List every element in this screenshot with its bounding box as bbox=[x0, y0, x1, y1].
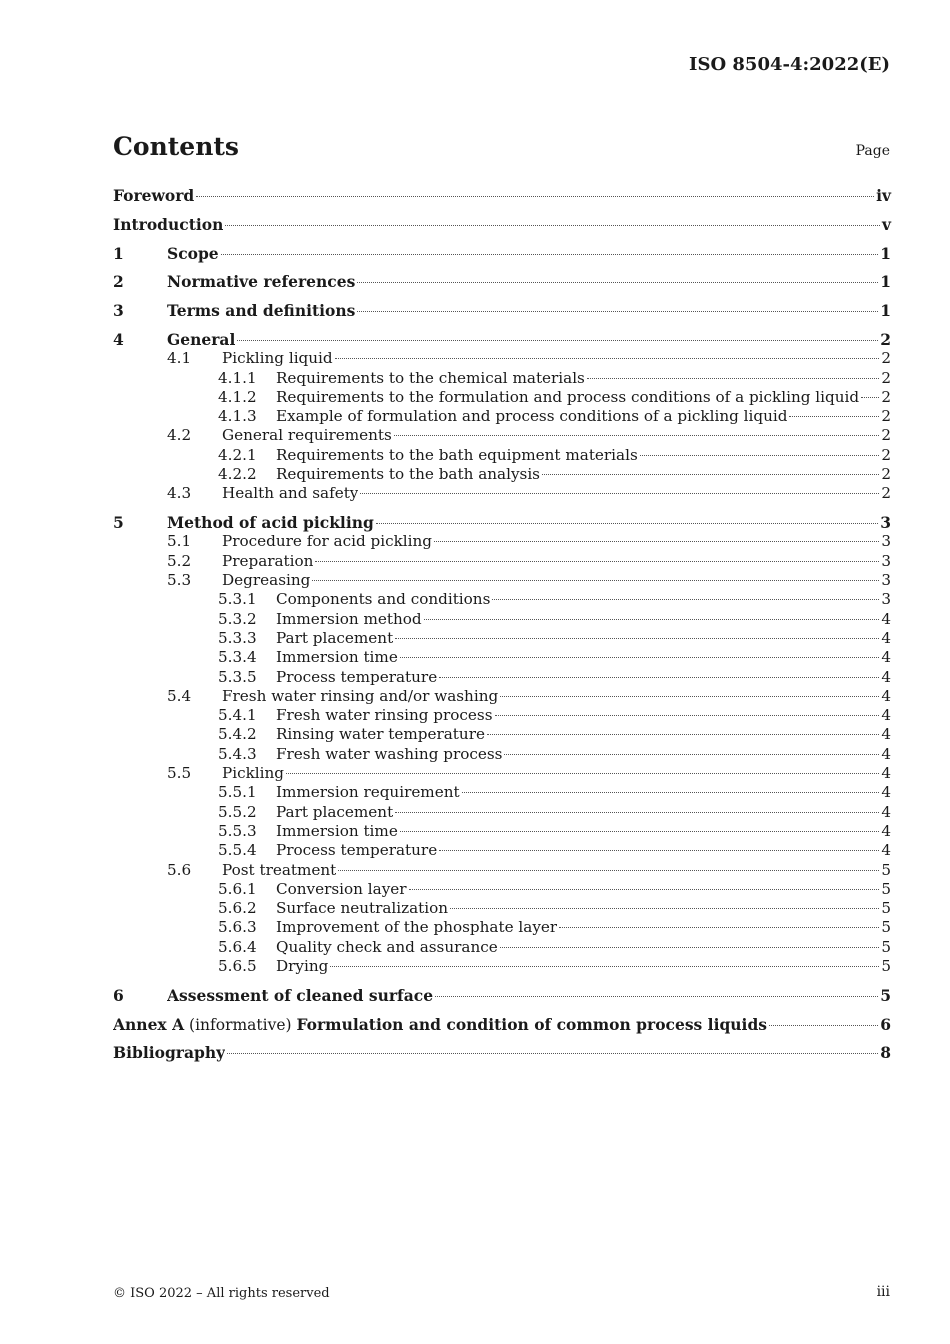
toc-entry-page: 5 bbox=[881, 899, 891, 918]
toc-entry-title-text: Post treatment bbox=[222, 860, 337, 879]
toc-entry[interactable] bbox=[113, 465, 891, 484]
dot-leader bbox=[861, 397, 879, 398]
toc-entry-title-text: Quality check and assurance bbox=[276, 937, 498, 956]
toc-entry-number: 5.3.3 bbox=[218, 628, 257, 647]
toc-entry-page: 1 bbox=[880, 301, 891, 321]
toc-entry[interactable] bbox=[113, 629, 891, 648]
toc-entry[interactable] bbox=[113, 571, 891, 590]
toc-entry[interactable] bbox=[113, 215, 891, 234]
toc-entry-number: 5.4.1 bbox=[218, 706, 257, 725]
toc-entry-number: 5.6 bbox=[167, 860, 192, 879]
toc-entry-page: 2 bbox=[881, 465, 891, 484]
toc-entry-title bbox=[222, 532, 432, 551]
dot-leader bbox=[434, 541, 879, 542]
toc-entry[interactable] bbox=[113, 1043, 891, 1062]
toc-entry-title-text: Assessment of cleaned surface bbox=[167, 985, 434, 1005]
toc-entry-title bbox=[276, 938, 498, 957]
toc-entry-number: 1 bbox=[113, 243, 124, 263]
toc-entry-number: 5.4.3 bbox=[218, 744, 257, 763]
dot-leader bbox=[424, 619, 880, 620]
toc-entry-page: 2 bbox=[880, 329, 891, 349]
toc-entry-page: 3 bbox=[881, 590, 891, 609]
dot-leader bbox=[640, 455, 880, 456]
dot-leader bbox=[227, 1053, 878, 1054]
dot-leader bbox=[357, 282, 878, 283]
toc-entry[interactable] bbox=[113, 938, 891, 957]
dot-leader bbox=[769, 1025, 878, 1026]
page-column-label: Page bbox=[855, 143, 890, 159]
dot-leader bbox=[500, 947, 880, 948]
toc-entry-annex-title: Formulation and condition of common process liquids bbox=[296, 1014, 768, 1034]
toc-entry-title bbox=[276, 725, 485, 744]
toc-entry-page: 5 bbox=[881, 860, 891, 879]
toc-entry-title bbox=[222, 552, 313, 571]
toc-entry-number: 5.4 bbox=[167, 686, 192, 705]
toc-entry-page: 4 bbox=[881, 648, 891, 667]
toc-entry-title-text: Part placement bbox=[276, 628, 394, 647]
toc-entry-number: 5.5.1 bbox=[218, 783, 257, 802]
toc-entry-title bbox=[276, 629, 393, 648]
toc-entry-title-text: Preparation bbox=[222, 551, 314, 570]
toc-entry-page: 2 bbox=[881, 445, 891, 464]
toc-entry-number: 5.6.4 bbox=[218, 937, 257, 956]
toc-entry-page: 3 bbox=[880, 513, 891, 533]
dot-leader bbox=[225, 225, 880, 226]
toc-entry-title-text: Requirements to the bath equipment materials bbox=[276, 445, 638, 464]
toc-entry[interactable] bbox=[113, 745, 891, 764]
toc-entry-number: 5.3.5 bbox=[218, 667, 257, 686]
dot-leader bbox=[450, 908, 879, 909]
contents-title: Contents bbox=[113, 132, 240, 161]
toc-entry-title bbox=[276, 446, 638, 465]
toc-entry[interactable] bbox=[113, 957, 891, 976]
toc-entry-title bbox=[113, 215, 223, 234]
toc-entry-number: 6 bbox=[113, 985, 124, 1005]
toc-entry-number: 5.3.2 bbox=[218, 609, 257, 628]
toc-entry[interactable] bbox=[113, 186, 891, 205]
toc-entry-title-text: Immersion time bbox=[276, 821, 398, 840]
toc-entry[interactable] bbox=[113, 484, 891, 503]
toc-entry[interactable] bbox=[113, 725, 891, 744]
toc-entry-number: 5.5 bbox=[167, 764, 192, 783]
dot-leader bbox=[789, 416, 879, 417]
dot-leader bbox=[492, 599, 879, 600]
toc-entry[interactable] bbox=[113, 272, 891, 291]
dot-leader bbox=[495, 715, 880, 716]
toc-entry-page: 4 bbox=[881, 706, 891, 725]
toc-entry-page: iv bbox=[876, 186, 891, 205]
toc-entry-title bbox=[222, 687, 498, 706]
document-id: ISO 8504-4:2022(E) bbox=[689, 54, 890, 75]
toc-entry-number: 5.4.2 bbox=[218, 725, 257, 744]
toc-entry[interactable] bbox=[113, 330, 891, 349]
table-of-contents bbox=[113, 186, 891, 1063]
toc-entry-title-text: Immersion method bbox=[276, 609, 422, 628]
dot-leader bbox=[357, 311, 878, 312]
toc-entry-title bbox=[276, 706, 493, 725]
toc-entry[interactable] bbox=[113, 803, 891, 822]
toc-entry-page: 5 bbox=[880, 985, 891, 1005]
dot-leader bbox=[395, 638, 879, 639]
toc-entry-title-text: Components and conditions bbox=[276, 590, 491, 609]
toc-entry-page: 4 bbox=[881, 783, 891, 802]
toc-entry-title-text: Rinsing water temperature bbox=[276, 725, 485, 744]
toc-entry[interactable] bbox=[113, 426, 891, 445]
toc-entry-page: 4 bbox=[881, 744, 891, 763]
dot-leader bbox=[439, 850, 879, 851]
toc-entry-title-text: Pickling bbox=[222, 764, 285, 783]
toc-entry-number: 5.6.2 bbox=[218, 899, 257, 918]
toc-entry-number: 5.6.3 bbox=[218, 918, 257, 937]
toc-entry-title-text: Annex A bbox=[113, 1014, 185, 1034]
toc-entry-number: 5.5.2 bbox=[218, 802, 257, 821]
toc-entry-title-text: Bibliography bbox=[113, 1043, 226, 1063]
dot-leader bbox=[338, 870, 879, 871]
toc-entry-title bbox=[276, 745, 502, 764]
toc-entry-number: 4.3 bbox=[167, 484, 192, 503]
toc-entry[interactable] bbox=[113, 590, 891, 609]
toc-entry-title-text: Part placement bbox=[276, 802, 394, 821]
toc-entry-page: 2 bbox=[881, 349, 891, 368]
toc-entry-title-text: Conversion layer bbox=[276, 879, 407, 898]
toc-entry-title bbox=[276, 841, 437, 860]
toc-entry-number: 4 bbox=[113, 329, 124, 349]
toc-entry-page: v bbox=[881, 214, 891, 234]
toc-entry-title-text: Introduction bbox=[113, 214, 224, 234]
dot-leader bbox=[237, 340, 878, 341]
toc-entry-title bbox=[276, 783, 460, 802]
toc-entry-title-text: Process temperature bbox=[276, 667, 438, 686]
toc-entry-title bbox=[167, 986, 433, 1005]
toc-entry[interactable] bbox=[113, 552, 891, 571]
toc-entry-page: 3 bbox=[881, 551, 891, 570]
dot-leader bbox=[395, 812, 879, 813]
toc-entry-number: 2 bbox=[113, 272, 124, 292]
toc-entry-number: 4.2.1 bbox=[218, 445, 257, 464]
toc-entry-page: 4 bbox=[881, 628, 891, 647]
toc-entry-number: 3 bbox=[113, 301, 124, 321]
toc-entry-title bbox=[222, 571, 310, 590]
toc-entry[interactable] bbox=[113, 369, 891, 388]
toc-entry-title-text: Foreword bbox=[113, 186, 195, 205]
toc-entry-number: 5.6.1 bbox=[218, 879, 257, 898]
toc-entry-number: 5.1 bbox=[167, 532, 192, 551]
toc-entry-page: 5 bbox=[881, 879, 891, 898]
toc-entry-number: 5.3 bbox=[167, 571, 192, 590]
toc-entry-title bbox=[167, 244, 219, 263]
toc-entry-title-text: Fresh water washing process bbox=[276, 744, 503, 763]
footer-copyright: © ISO 2022 – All rights reserved bbox=[113, 1286, 330, 1301]
toc-entry-title bbox=[167, 330, 235, 349]
toc-entry-page: 4 bbox=[881, 821, 891, 840]
toc-entry-title bbox=[276, 957, 328, 976]
toc-entry-title-text: Surface neutralization bbox=[276, 899, 449, 918]
toc-entry-number: 5.5.3 bbox=[218, 821, 257, 840]
toc-entry-number: 5.3.1 bbox=[218, 590, 257, 609]
toc-entry-number: 5.5.4 bbox=[218, 841, 257, 860]
toc-entry-number: 5.2 bbox=[167, 551, 192, 570]
toc-entry[interactable] bbox=[113, 446, 891, 465]
toc-entry-title bbox=[113, 1043, 225, 1062]
toc-entry-page: 5 bbox=[881, 918, 891, 937]
dot-leader bbox=[400, 657, 880, 658]
dot-leader bbox=[542, 474, 879, 475]
toc-entry-page: 4 bbox=[881, 841, 891, 860]
dot-leader bbox=[462, 792, 880, 793]
dot-leader bbox=[286, 773, 879, 774]
toc-entry-title bbox=[276, 668, 437, 687]
toc-entry[interactable] bbox=[113, 648, 891, 667]
toc-entry[interactable] bbox=[113, 513, 891, 532]
toc-entry-title bbox=[276, 803, 393, 822]
dot-leader bbox=[487, 734, 879, 735]
toc-entry-title-text: Fresh water rinsing and/or washing bbox=[222, 686, 499, 705]
toc-entry-title-text: Drying bbox=[276, 956, 329, 975]
toc-entry-page: 4 bbox=[881, 609, 891, 628]
toc-entry[interactable] bbox=[113, 822, 891, 841]
toc-entry[interactable] bbox=[113, 918, 891, 937]
toc-entry-title bbox=[113, 186, 194, 205]
toc-entry[interactable] bbox=[113, 1015, 891, 1034]
toc-entry-page: 2 bbox=[881, 368, 891, 387]
toc-entry[interactable] bbox=[113, 687, 891, 706]
toc-entry-title-text: Procedure for acid pickling bbox=[222, 532, 433, 551]
toc-entry-title-text: Improvement of the phosphate layer bbox=[276, 918, 558, 937]
toc-entry-title bbox=[167, 301, 355, 320]
toc-entry-page: 1 bbox=[880, 272, 891, 292]
footer-page-number: iii bbox=[876, 1284, 890, 1300]
toc-entry-title bbox=[167, 513, 374, 532]
toc-entry[interactable] bbox=[113, 764, 891, 783]
toc-entry[interactable] bbox=[113, 244, 891, 263]
toc-entry-title-text: Health and safety bbox=[222, 484, 359, 503]
toc-entry-title-text: Terms and definitions bbox=[167, 301, 356, 321]
toc-entry[interactable] bbox=[113, 783, 891, 802]
toc-entry-title bbox=[276, 822, 398, 841]
toc-entry-title bbox=[276, 369, 585, 388]
toc-entry[interactable] bbox=[113, 841, 891, 860]
dot-leader bbox=[400, 831, 880, 832]
toc-entry-title-text: Immersion time bbox=[276, 648, 398, 667]
dot-leader bbox=[312, 580, 879, 581]
dot-leader bbox=[559, 927, 879, 928]
toc-entry-title-text: Requirements to the bath analysis bbox=[276, 465, 540, 484]
toc-entry-title bbox=[276, 880, 407, 899]
toc-entry-title-text: Example of formulation and process conditions of a pickling liquid bbox=[276, 407, 788, 426]
toc-entry-title bbox=[276, 590, 490, 609]
dot-leader bbox=[587, 378, 879, 379]
dot-leader bbox=[500, 696, 879, 697]
toc-entry-number: 5.3.4 bbox=[218, 648, 257, 667]
toc-entry-number: 4.1.3 bbox=[218, 407, 257, 426]
toc-entry-page: 1 bbox=[880, 243, 891, 263]
toc-entry-page: 8 bbox=[880, 1043, 891, 1063]
toc-entry[interactable] bbox=[113, 301, 891, 320]
toc-entry[interactable] bbox=[113, 349, 891, 368]
toc-entry-title-text: Method of acid pickling bbox=[167, 513, 374, 533]
toc-entry-title bbox=[222, 426, 392, 445]
toc-entry-title bbox=[167, 272, 355, 291]
toc-entry-page: 4 bbox=[881, 686, 891, 705]
toc-entry-title-text: Requirements to the formulation and process conditions of a pickling liquid bbox=[276, 387, 860, 406]
dot-leader bbox=[439, 677, 879, 678]
dot-leader bbox=[409, 889, 880, 890]
toc-entry[interactable] bbox=[113, 610, 891, 629]
toc-entry-title bbox=[276, 918, 557, 937]
toc-entry-title bbox=[113, 1015, 767, 1035]
toc-entry-page: 5 bbox=[881, 937, 891, 956]
toc-entry-number: 5.6.5 bbox=[218, 956, 257, 975]
dot-leader bbox=[435, 996, 878, 997]
dot-leader bbox=[221, 254, 879, 255]
toc-entry[interactable] bbox=[113, 986, 891, 1005]
dot-leader bbox=[376, 523, 878, 524]
toc-entry-title bbox=[276, 407, 787, 426]
toc-entry-number: 4.2.2 bbox=[218, 465, 257, 484]
toc-entry-page: 2 bbox=[881, 407, 891, 426]
toc-entry-page: 4 bbox=[881, 764, 891, 783]
toc-entry-title-text: Pickling liquid bbox=[222, 349, 333, 368]
toc-entry[interactable] bbox=[113, 880, 891, 899]
toc-entry-page: 2 bbox=[881, 484, 891, 503]
toc-entry-page: 6 bbox=[880, 1014, 891, 1034]
toc-entry[interactable] bbox=[113, 388, 891, 407]
toc-entry-title-text: Requirements to the chemical materials bbox=[276, 368, 585, 387]
toc-entry-title-text: Immersion requirement bbox=[276, 783, 460, 802]
toc-entry-page: 4 bbox=[881, 802, 891, 821]
toc-entry-page: 4 bbox=[881, 667, 891, 686]
toc-entry-page: 3 bbox=[881, 571, 891, 590]
toc-entry-page: 2 bbox=[881, 387, 891, 406]
toc-entry-number: 4.2 bbox=[167, 426, 192, 445]
toc-entry-title bbox=[222, 764, 284, 783]
toc-entry-title bbox=[276, 648, 398, 667]
dot-leader bbox=[360, 493, 879, 494]
toc-entry-page: 3 bbox=[881, 532, 891, 551]
dot-leader bbox=[196, 196, 874, 197]
toc-entry[interactable] bbox=[113, 668, 891, 687]
toc-entry-title-text: Fresh water rinsing process bbox=[276, 706, 493, 725]
dot-leader bbox=[335, 358, 880, 359]
toc-entry-title bbox=[276, 899, 448, 918]
toc-entry-title-text: Normative references bbox=[167, 272, 356, 292]
toc-entry-title-text: General bbox=[167, 329, 236, 349]
toc-entry[interactable] bbox=[113, 706, 891, 725]
toc-entry-page: 5 bbox=[881, 956, 891, 975]
toc-entry-title bbox=[276, 465, 540, 484]
toc-entry-title bbox=[222, 349, 333, 368]
dot-leader bbox=[394, 435, 880, 436]
toc-entry[interactable] bbox=[113, 407, 891, 426]
toc-entry-annex-type: (informative) bbox=[184, 1015, 297, 1034]
toc-entry-number: 4.1 bbox=[167, 349, 192, 368]
toc-entry-title-text: Process temperature bbox=[276, 841, 438, 860]
toc-entry-title bbox=[222, 861, 336, 880]
toc-entry[interactable] bbox=[113, 899, 891, 918]
toc-entry-number: 4.1.2 bbox=[218, 387, 257, 406]
toc-entry[interactable] bbox=[113, 532, 891, 551]
toc-entry-page: 2 bbox=[881, 426, 891, 445]
toc-entry-number: 4.1.1 bbox=[218, 368, 257, 387]
toc-entry-page: 4 bbox=[881, 725, 891, 744]
dot-leader bbox=[330, 966, 879, 967]
toc-entry-title-text: Scope bbox=[167, 243, 219, 263]
toc-entry[interactable] bbox=[113, 861, 891, 880]
toc-entry-title bbox=[276, 610, 422, 629]
toc-entry-number: 5 bbox=[113, 513, 124, 533]
toc-entry-title bbox=[276, 388, 859, 407]
dot-leader bbox=[504, 754, 879, 755]
toc-entry-title-text: Degreasing bbox=[222, 571, 311, 590]
toc-entry-title-text: General requirements bbox=[222, 426, 392, 445]
dot-leader bbox=[315, 561, 879, 562]
toc-entry-title bbox=[222, 484, 358, 503]
